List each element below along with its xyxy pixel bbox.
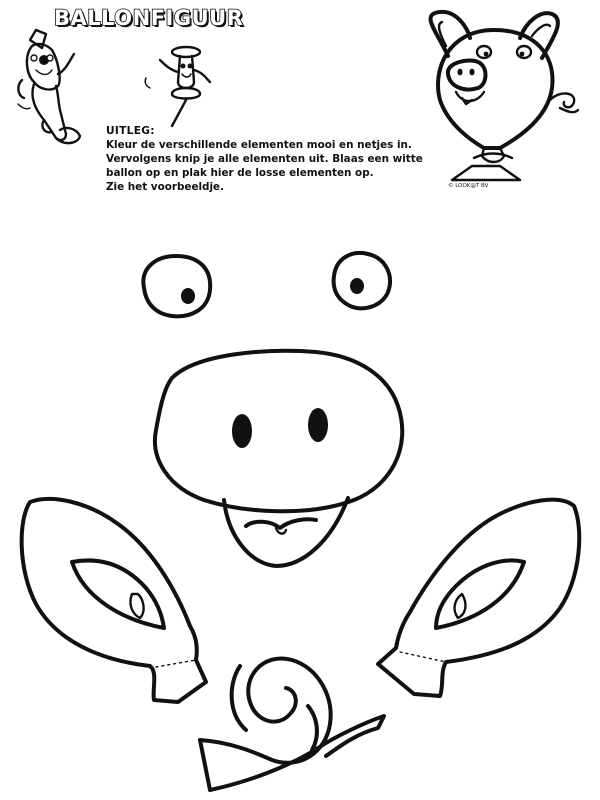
instructions-line-1: Kleur de verschillende elementen mooi en netjes in. — [106, 139, 412, 151]
cutout-left-ear — [22, 499, 206, 702]
instructions-line-2: Vervolgens knip je alle elementen uit. Blaas een witte — [106, 153, 423, 165]
example-pig-balloon — [431, 12, 578, 180]
copyright-note: © LOOK@T BV — [448, 183, 489, 189]
cutout-snout — [155, 351, 402, 566]
cutout-right-ear — [378, 500, 579, 696]
pushpin-mascot-icon — [145, 47, 210, 126]
crayon-mascot-icon — [18, 30, 80, 143]
instructions-heading: UITLEG: — [106, 125, 155, 137]
cutout-left-eye — [143, 256, 210, 316]
instructions-line-3: ballon op en plak hier de losse elementen op. — [106, 167, 374, 179]
page-title: BALLONFIGUUR — [54, 6, 244, 30]
instructions-line-4: Zie het voorbeeldje. — [106, 181, 225, 193]
cutout-curly-tail — [200, 659, 384, 790]
cutout-right-eye — [334, 253, 390, 308]
